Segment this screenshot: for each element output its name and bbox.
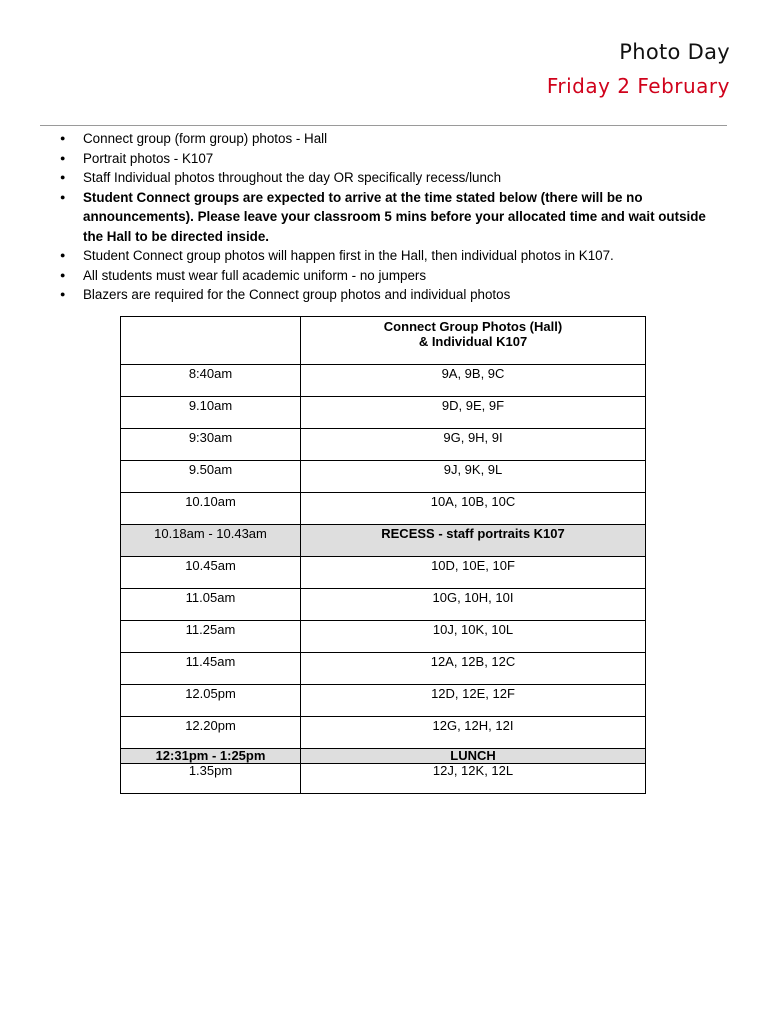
bullet-item: ● Blazers are required for the Connect group photos and individual photos <box>60 285 710 305</box>
table-row <box>121 685 646 717</box>
groups-cell: 10A, 10B, 10C <box>301 493 646 525</box>
time-cell: 10.45am <box>121 557 301 589</box>
bullet-item: ● Staff Individual photos throughout the day OR specifically recess/lunch <box>60 168 710 188</box>
groups-cell: 9J, 9K, 9L <box>301 461 646 493</box>
time-cell: 10.10am <box>121 493 301 525</box>
groups-cell: 12A, 12B, 12C <box>301 653 646 685</box>
table-row <box>121 429 646 461</box>
bullet-item: ● Connect group (form group) photos - Hall <box>60 129 710 149</box>
table-header-row <box>121 317 646 365</box>
bullet-item: ● Portrait photos - K107 <box>60 149 710 169</box>
time-cell: 12.20pm <box>121 717 301 749</box>
time-cell: 11.45am <box>121 653 301 685</box>
time-cell: 10.18am - 10.43am <box>121 525 301 557</box>
schedule-table <box>120 316 646 794</box>
recess-row <box>121 525 646 557</box>
table-row <box>121 621 646 653</box>
page-date: Friday 2 February <box>546 74 730 98</box>
lunch-row <box>121 749 646 764</box>
time-cell: 12.05pm <box>121 685 301 717</box>
table-row <box>121 653 646 685</box>
time-cell: 11.25am <box>121 621 301 653</box>
bullet-item: ● Student Connect groups are expected to arrive at the time stated below (there will be no announcements). Please leave your classroom 5 mins before your allocated time and wait outside the Hall to be directed inside. <box>60 188 710 247</box>
table-row <box>121 365 646 397</box>
header-line-2: & Individual K107 <box>418 334 528 349</box>
time-cell: 9.10am <box>121 397 301 429</box>
time-cell: 9:30am <box>121 429 301 461</box>
page-title: Photo Day <box>619 40 730 64</box>
header-line-1: Connect Group Photos (Hall) <box>383 319 563 334</box>
groups-cell: LUNCH <box>301 749 646 764</box>
horizontal-divider <box>40 125 727 126</box>
groups-cell: 9G, 9H, 9I <box>301 429 646 461</box>
groups-cell: 10J, 10K, 10L <box>301 621 646 653</box>
groups-cell: 12D, 12E, 12F <box>301 685 646 717</box>
time-cell: 8:40am <box>121 365 301 397</box>
time-cell: 11.05am <box>121 589 301 621</box>
groups-cell: 10D, 10E, 10F <box>301 557 646 589</box>
groups-cell: 12G, 12H, 12I <box>301 717 646 749</box>
groups-cell: 12J, 12K, 12L <box>301 764 646 794</box>
time-cell: 12:31pm - 1:25pm <box>121 749 301 764</box>
groups-cell: 10G, 10H, 10I <box>301 589 646 621</box>
table-row <box>121 764 646 794</box>
table-row <box>121 461 646 493</box>
header-groups-cell <box>301 317 646 365</box>
header-time-cell <box>121 317 301 365</box>
table-row <box>121 397 646 429</box>
bullet-item: ● Student Connect group photos will happen first in the Hall, then individual photos in K107. <box>60 246 710 266</box>
groups-cell: 9D, 9E, 9F <box>301 397 646 429</box>
groups-cell: 9A, 9B, 9C <box>301 365 646 397</box>
table-row <box>121 717 646 749</box>
table-row <box>121 589 646 621</box>
time-cell: 1.35pm <box>121 764 301 794</box>
info-bullet-list <box>60 129 710 305</box>
table-row <box>121 493 646 525</box>
table-row <box>121 557 646 589</box>
bullet-item: ● All students must wear full academic uniform - no jumpers <box>60 266 710 286</box>
groups-cell: RECESS - staff portraits K107 <box>301 525 646 557</box>
time-cell: 9.50am <box>121 461 301 493</box>
